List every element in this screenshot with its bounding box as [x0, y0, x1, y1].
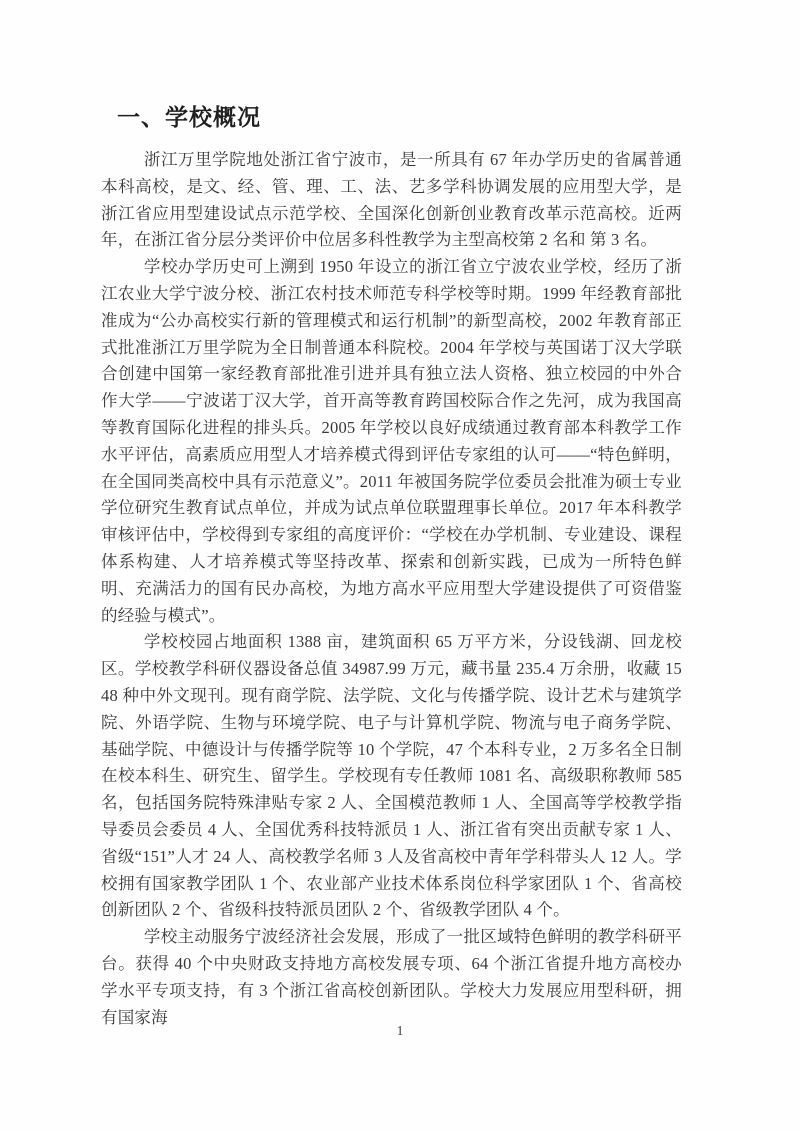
body-paragraph: 学校主动服务宁波经济社会发展，形成了一批区域特色鲜明的教学科研平台。获得 40 个中央财政支持地方高校发展专项、64 个浙江省提升地方高校办学水平专项支持，有 3 个浙江省高校创新团队。学校大力发展应用型科研，拥有国家海	[101, 927, 682, 1027]
page-number: 1	[396, 1024, 404, 1039]
body-paragraph: 学校办学历史可上溯到 1950 年设立的浙江省立宁波农业学校，经历了浙江农业大学宁波分校、浙江农村技术师范专科学校等时期。1999 年经教育部批准成为“公办高校实行新的管理模式和运行机制”的新型高校，2002 年教育部正式批准浙江万里学院为全日制普通本科院校。2004 年学校与英国诺丁汉大学联合创建中国第一家经教育部批准引进并具有独立法人资格、独立校园的中外合作大学——宁波诺丁汉大学，首开高等教育跨国校际合作之先河，成为我国高等教育国际化进程的排头兵。2005 年学校以良好成绩通过教育部本科教学工作水平评估，高素质应用型人才培养模式得到评估专家组的认可——“特色鲜明，在全国同类高校中具有示范意义”。2011 年被国务院学位委员会批准为硕士专业学位研究生教育试点单位，并成为试点单位联盟理事长单位。2017 年本科教学审核评估中，学校得到专家组的高度评价：“学校在办学机制、专业建设、课程体系构建、人才培养模式等坚持改革、探索和创新实践，已成为一所特色鲜明、充满活力的国有民办高校，为地方高水平应用型大学建设提供了可资借鉴的经验与模式”。	[101, 257, 682, 625]
body-paragraph: 浙江万里学院地处浙江省宁波市，是一所具有 67 年办学历史的省属普通本科高校，是文、经、管、理、工、法、艺多学科协调发展的应用型大学，是浙江省应用型建设试点示范学校、全国深化创新创业教育改革示范高校。近两年，在浙江省分层分类评价中位居多科性教学为主型高校第 2 名和 第 3 名。	[101, 150, 682, 250]
section-heading: 一、学校概况	[117, 104, 261, 130]
body-paragraph: 学校校园占地面积 1388 亩，建筑面积 65 万平方米，分设钱湖、回龙校区。学校教学科研仪器设备总值 34987.99 万元，藏书量 235.4 万余册，收藏 1548 种中外文现刊。现有商学院、法学院、文化与传播学院、设计艺术与建筑学院、外语学院、生物与环境学院、电子与计算机学院、物流与电子商务学院、基础学院、中德设计与传播学院等 10 个学院，47 个本科专业，2 万多名全日制在校本科生、研究生、留学生。学校现有专任教师 1081 名、高级职称教师 585 名，包括国务院特殊津贴专家 2 人、全国模范教师 1 人、全国高等学校教学指导委员会委员 4 人、全国优秀科技特派员 1 人、浙江省有突出贡献专家 1 人、省级“151”人才 24 人、高校教学名师 3 人及省高校中青年学科带头人 12 人。学校拥有国家教学团队 1 个、农业部产业技术体系岗位科学家团队 1 个、省高校创新团队 2 个、省级科技特派员团队 2 个、省级教学团队 4 个。	[101, 632, 682, 920]
document-body	[101, 147, 682, 1031]
